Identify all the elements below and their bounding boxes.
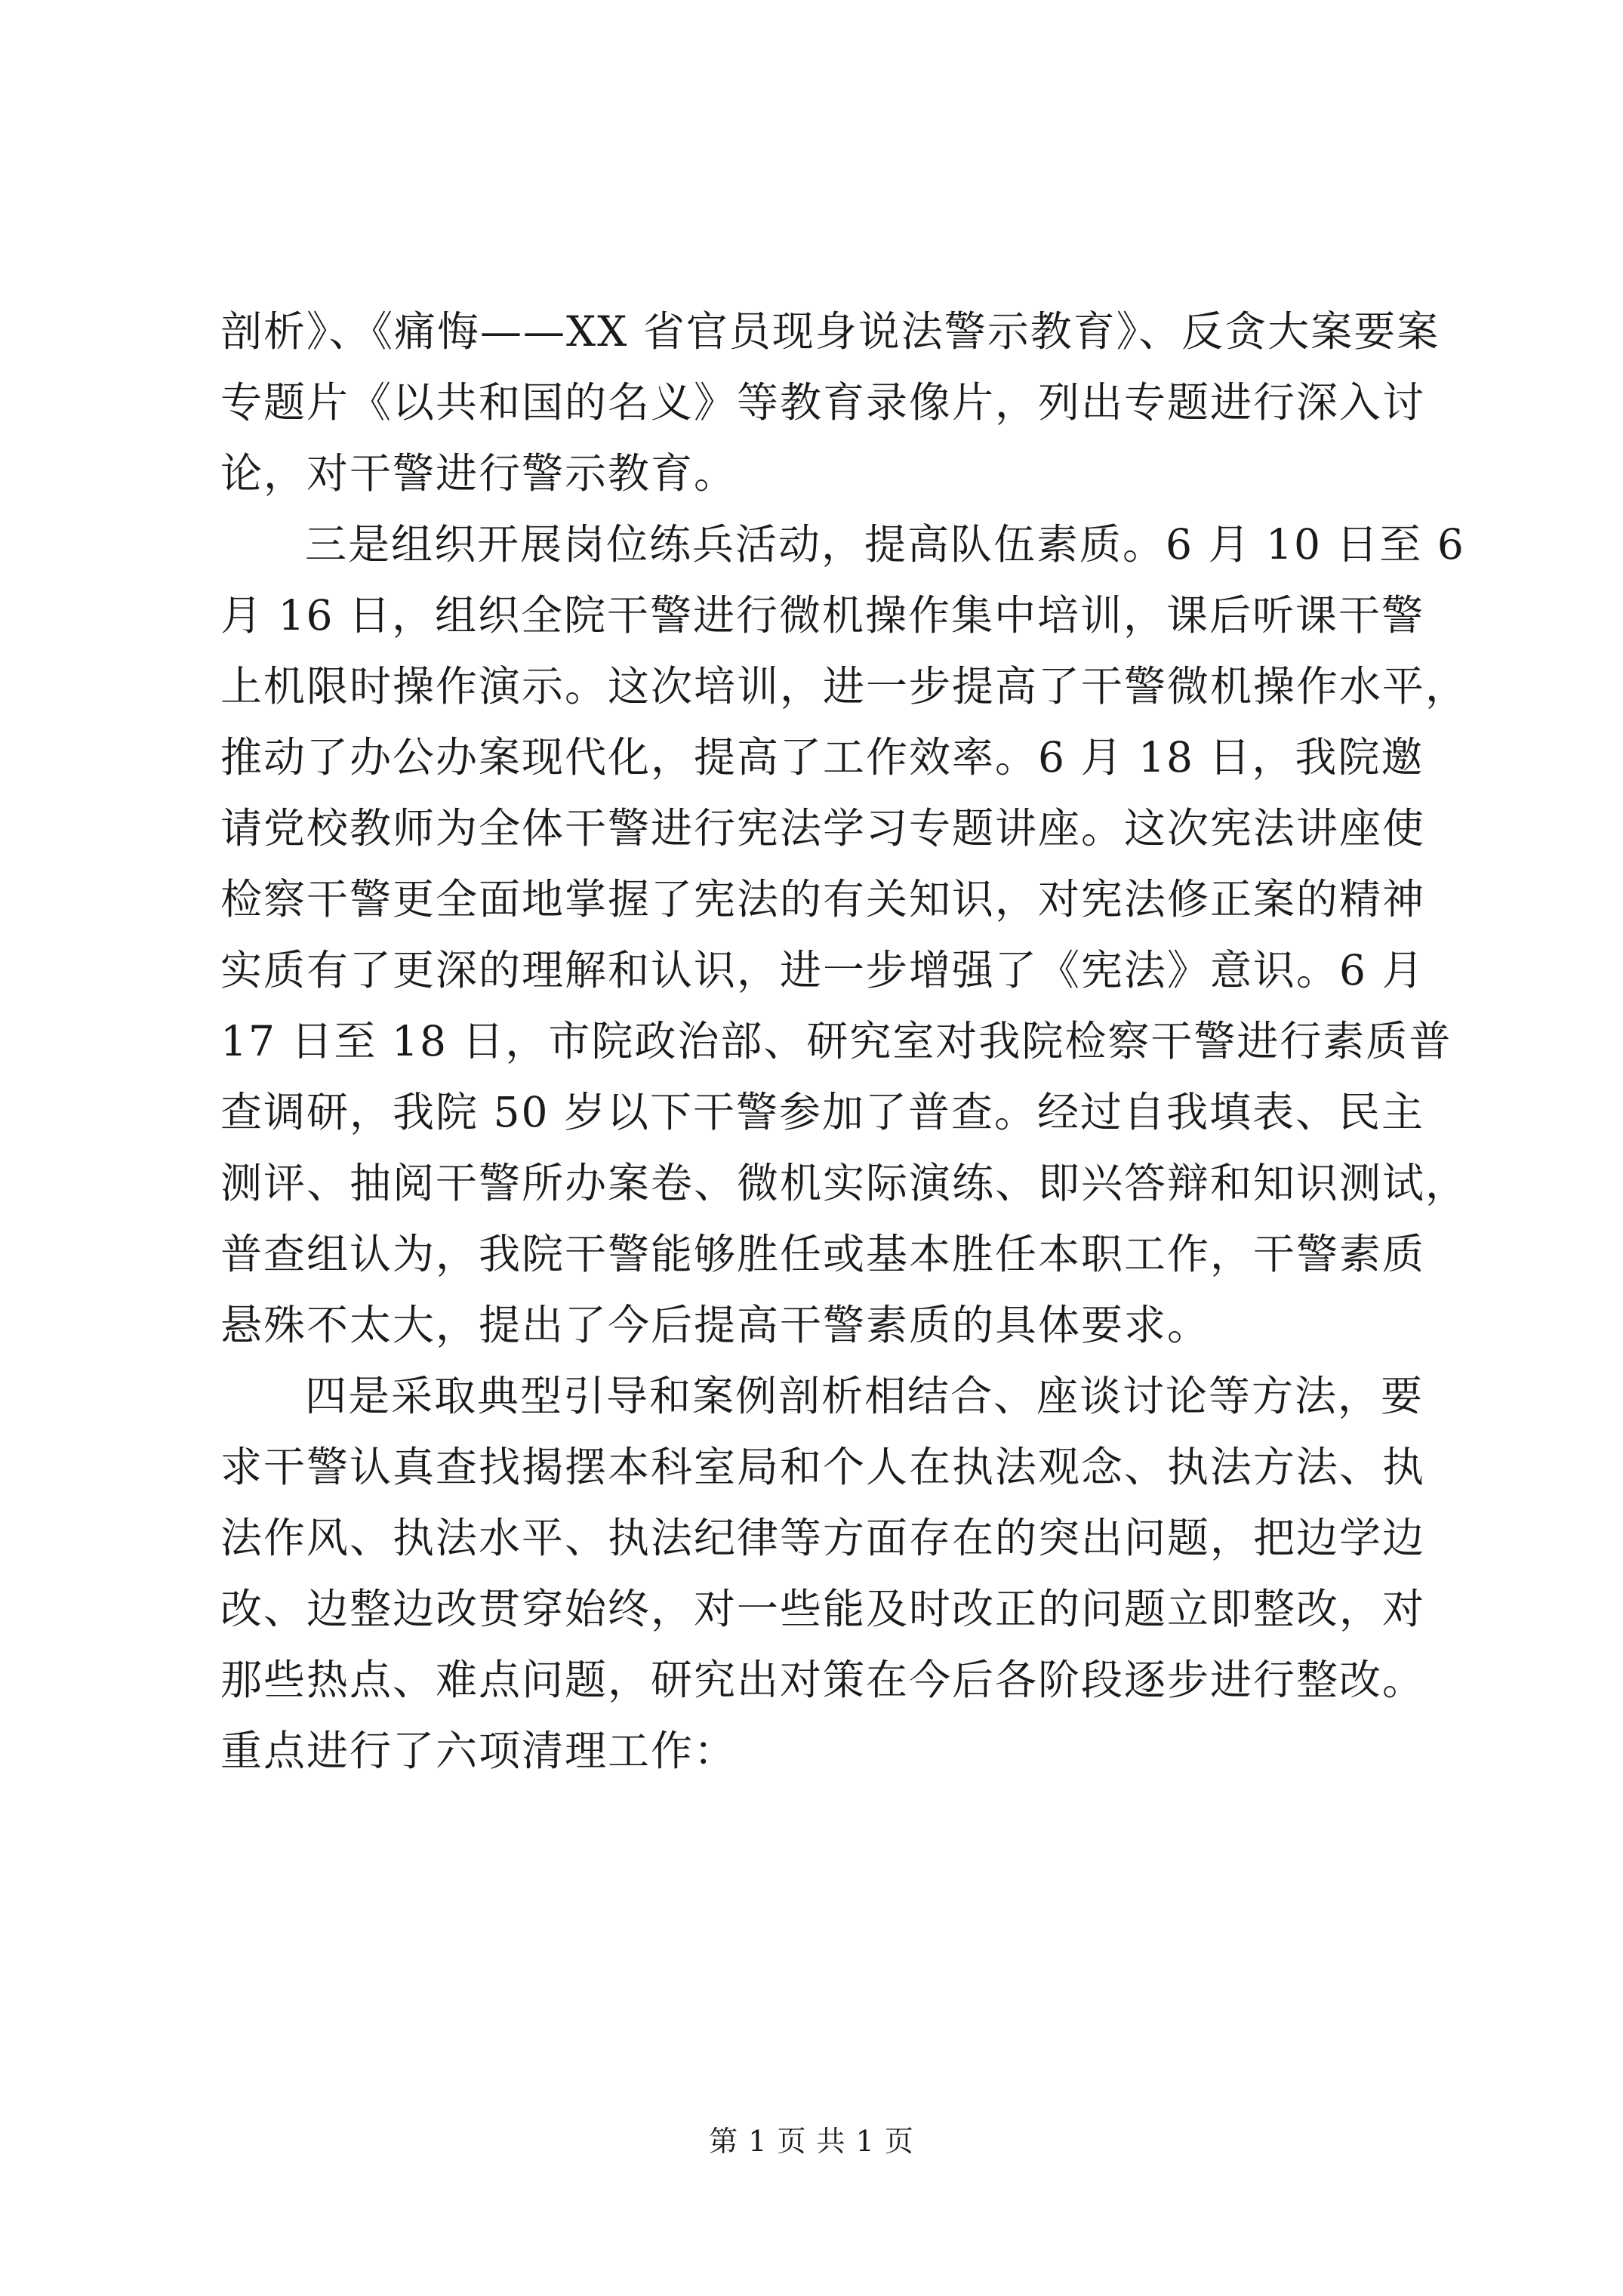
text-line: 剖析》、《痛悔——XX 省官员现身说法警示教育》、反贪大案要案 <box>220 307 1440 356</box>
page-footer: 第 1 页 共 1 页 <box>709 2125 914 2158</box>
text-line: 查调研，我院 50 岁以下干警参加了普查。经过自我填表、民主 <box>220 1088 1424 1136</box>
text-line: 那些热点、难点问题，研究出对策在今后各阶段逐步进行整改。 <box>220 1656 1426 1704</box>
text-line: 推动了办公办案现代化，提高了工作效率。6 月 18 日，我院邀 <box>220 733 1424 781</box>
text-line: 上机限时操作演示。这次培训，进一步提高了干警微机操作水平， <box>220 662 1469 710</box>
text-line: 请党校教师为全体干警进行宪法学习专题讲座。这次宪法讲座使 <box>220 804 1426 852</box>
text-line: 专题片《以共和国的名义》等教育录像片，列出专题进行深入讨 <box>220 378 1426 427</box>
text-line: 论，对干警进行警示教育。 <box>220 449 738 498</box>
text-line: 普查组认为，我院干警能够胜任或基本胜任本职工作，干警素质 <box>220 1230 1426 1278</box>
document-body <box>220 296 1469 1786</box>
text-line: 悬殊不太大，提出了今后提高干警素质的具体要求。 <box>220 1301 1211 1349</box>
text-line: 求干警认真查找揭摆本科室局和个人在执法观念、执法方法、执 <box>220 1443 1426 1491</box>
text-line: 重点进行了六项清理工作： <box>220 1727 738 1775</box>
text-line: 改、边整边改贯穿始终，对一些能及时改正的问题立即整改，对 <box>220 1585 1426 1633</box>
paragraph-first-line: 四是采取典型引导和案例剖析相结合、座谈讨论等方法，要 <box>305 1372 1424 1420</box>
text-line: 月 16 日，组织全院干警进行微机操作集中培训，课后听课干警 <box>220 591 1424 639</box>
text-line: 法作风、执法水平、执法纪律等方面存在的突出问题，把边学边 <box>220 1514 1426 1562</box>
text-line: 测评、抽阅干警所办案卷、微机实际演练、即兴答辩和知识测试， <box>220 1159 1469 1207</box>
paragraph-first-line: 三是组织开展岗位练兵活动，提高队伍素质。6 月 10 日至 6 <box>305 520 1465 569</box>
text-line: 检察干警更全面地掌握了宪法的有关知识，对宪法修正案的精神 <box>220 875 1426 923</box>
text-line: 实质有了更深的理解和认识，进一步增强了《宪法》意识。6 月 <box>220 946 1425 994</box>
text-line: 17 日至 18 日，市院政治部、研究室对我院检察干警进行素质普 <box>220 1017 1452 1065</box>
